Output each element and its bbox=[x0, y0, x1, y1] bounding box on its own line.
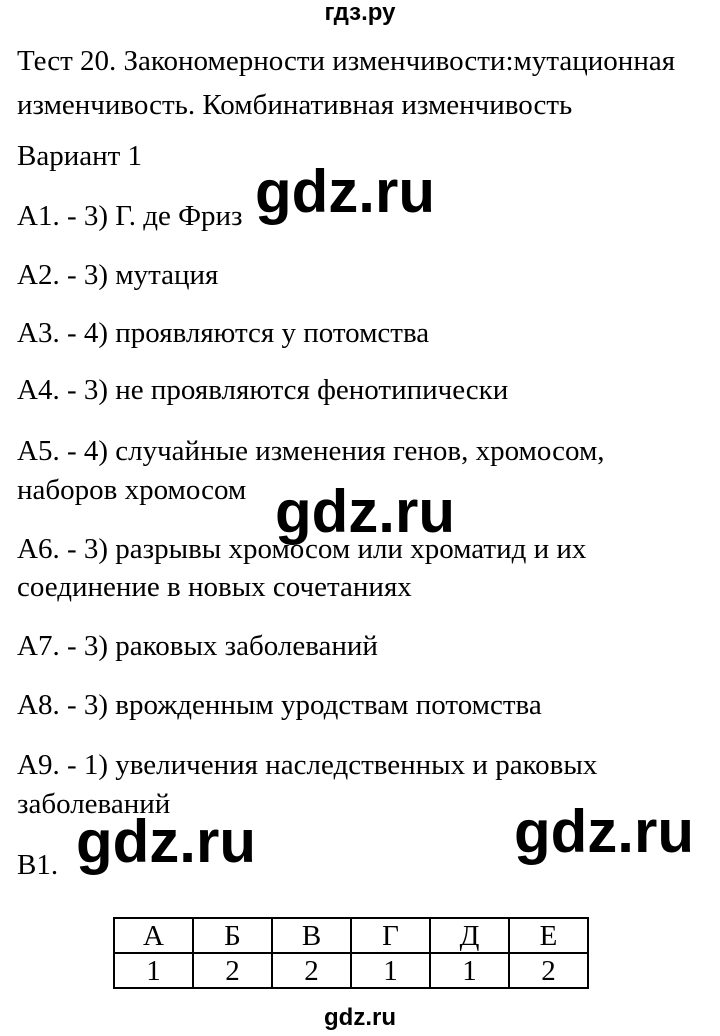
table-header-cell: Д bbox=[430, 918, 509, 953]
answer-a6-line1: А6. - 3) разрывы хромосом или хроматид и их bbox=[17, 533, 587, 565]
table-value-cell: 2 bbox=[272, 953, 351, 988]
answer-a9-line1: А9. - 1) увеличения наследственных и раковых bbox=[17, 749, 598, 781]
watermark: gdz.ru bbox=[76, 808, 256, 875]
watermark: gdz.ru bbox=[255, 158, 435, 225]
table-header-row bbox=[114, 918, 588, 953]
b1-answer-table bbox=[113, 917, 589, 989]
table-header-cell: Г bbox=[351, 918, 430, 953]
table-value-row bbox=[114, 953, 588, 988]
answer-b1-label: В1. bbox=[17, 849, 59, 881]
answer-a7: А7. - 3) раковых заболеваний bbox=[17, 630, 378, 662]
table-value-cell: 2 bbox=[193, 953, 272, 988]
table-value-cell: 1 bbox=[114, 953, 193, 988]
table-value-cell: 1 bbox=[351, 953, 430, 988]
answer-a5-line2: наборов хромосом bbox=[17, 474, 247, 506]
answer-a4: А4. - 3) не проявляются фенотипически bbox=[17, 374, 509, 406]
site-header: гдз.ру bbox=[324, 0, 396, 26]
table-header-cell: В bbox=[272, 918, 351, 953]
table-value-cell: 2 bbox=[509, 953, 588, 988]
answer-a6-line2: соединение в новых сочетаниях bbox=[17, 571, 412, 603]
answer-a5-line1: А5. - 4) случайные изменения генов, хромосом, bbox=[17, 435, 605, 467]
site-footer: gdz.ru bbox=[324, 1004, 396, 1031]
table-value-cell: 1 bbox=[430, 953, 509, 988]
answer-a1: А1. - 3) Г. де Фриз bbox=[17, 200, 243, 232]
answer-a3: А3. - 4) проявляются у потомства bbox=[17, 317, 430, 349]
variant-label: Вариант 1 bbox=[17, 140, 143, 172]
answer-a9-line2: заболеваний bbox=[17, 788, 171, 820]
answer-a8: А8. - 3) врожденным уродствам потомства bbox=[17, 689, 542, 721]
test-title bbox=[17, 39, 712, 127]
title-line-2: изменчивость. Комбинативная изменчивость bbox=[17, 89, 573, 121]
answer-a2: А2. - 3) мутация bbox=[17, 259, 219, 291]
table-header-cell: А bbox=[114, 918, 193, 953]
watermark: gdz.ru bbox=[275, 478, 455, 545]
table-header-cell: Е bbox=[509, 918, 588, 953]
table-header-cell: Б bbox=[193, 918, 272, 953]
title-line-1: Тест 20. Закономерности изменчивости:мутационная bbox=[17, 45, 676, 77]
watermark: gdz.ru bbox=[514, 798, 694, 865]
